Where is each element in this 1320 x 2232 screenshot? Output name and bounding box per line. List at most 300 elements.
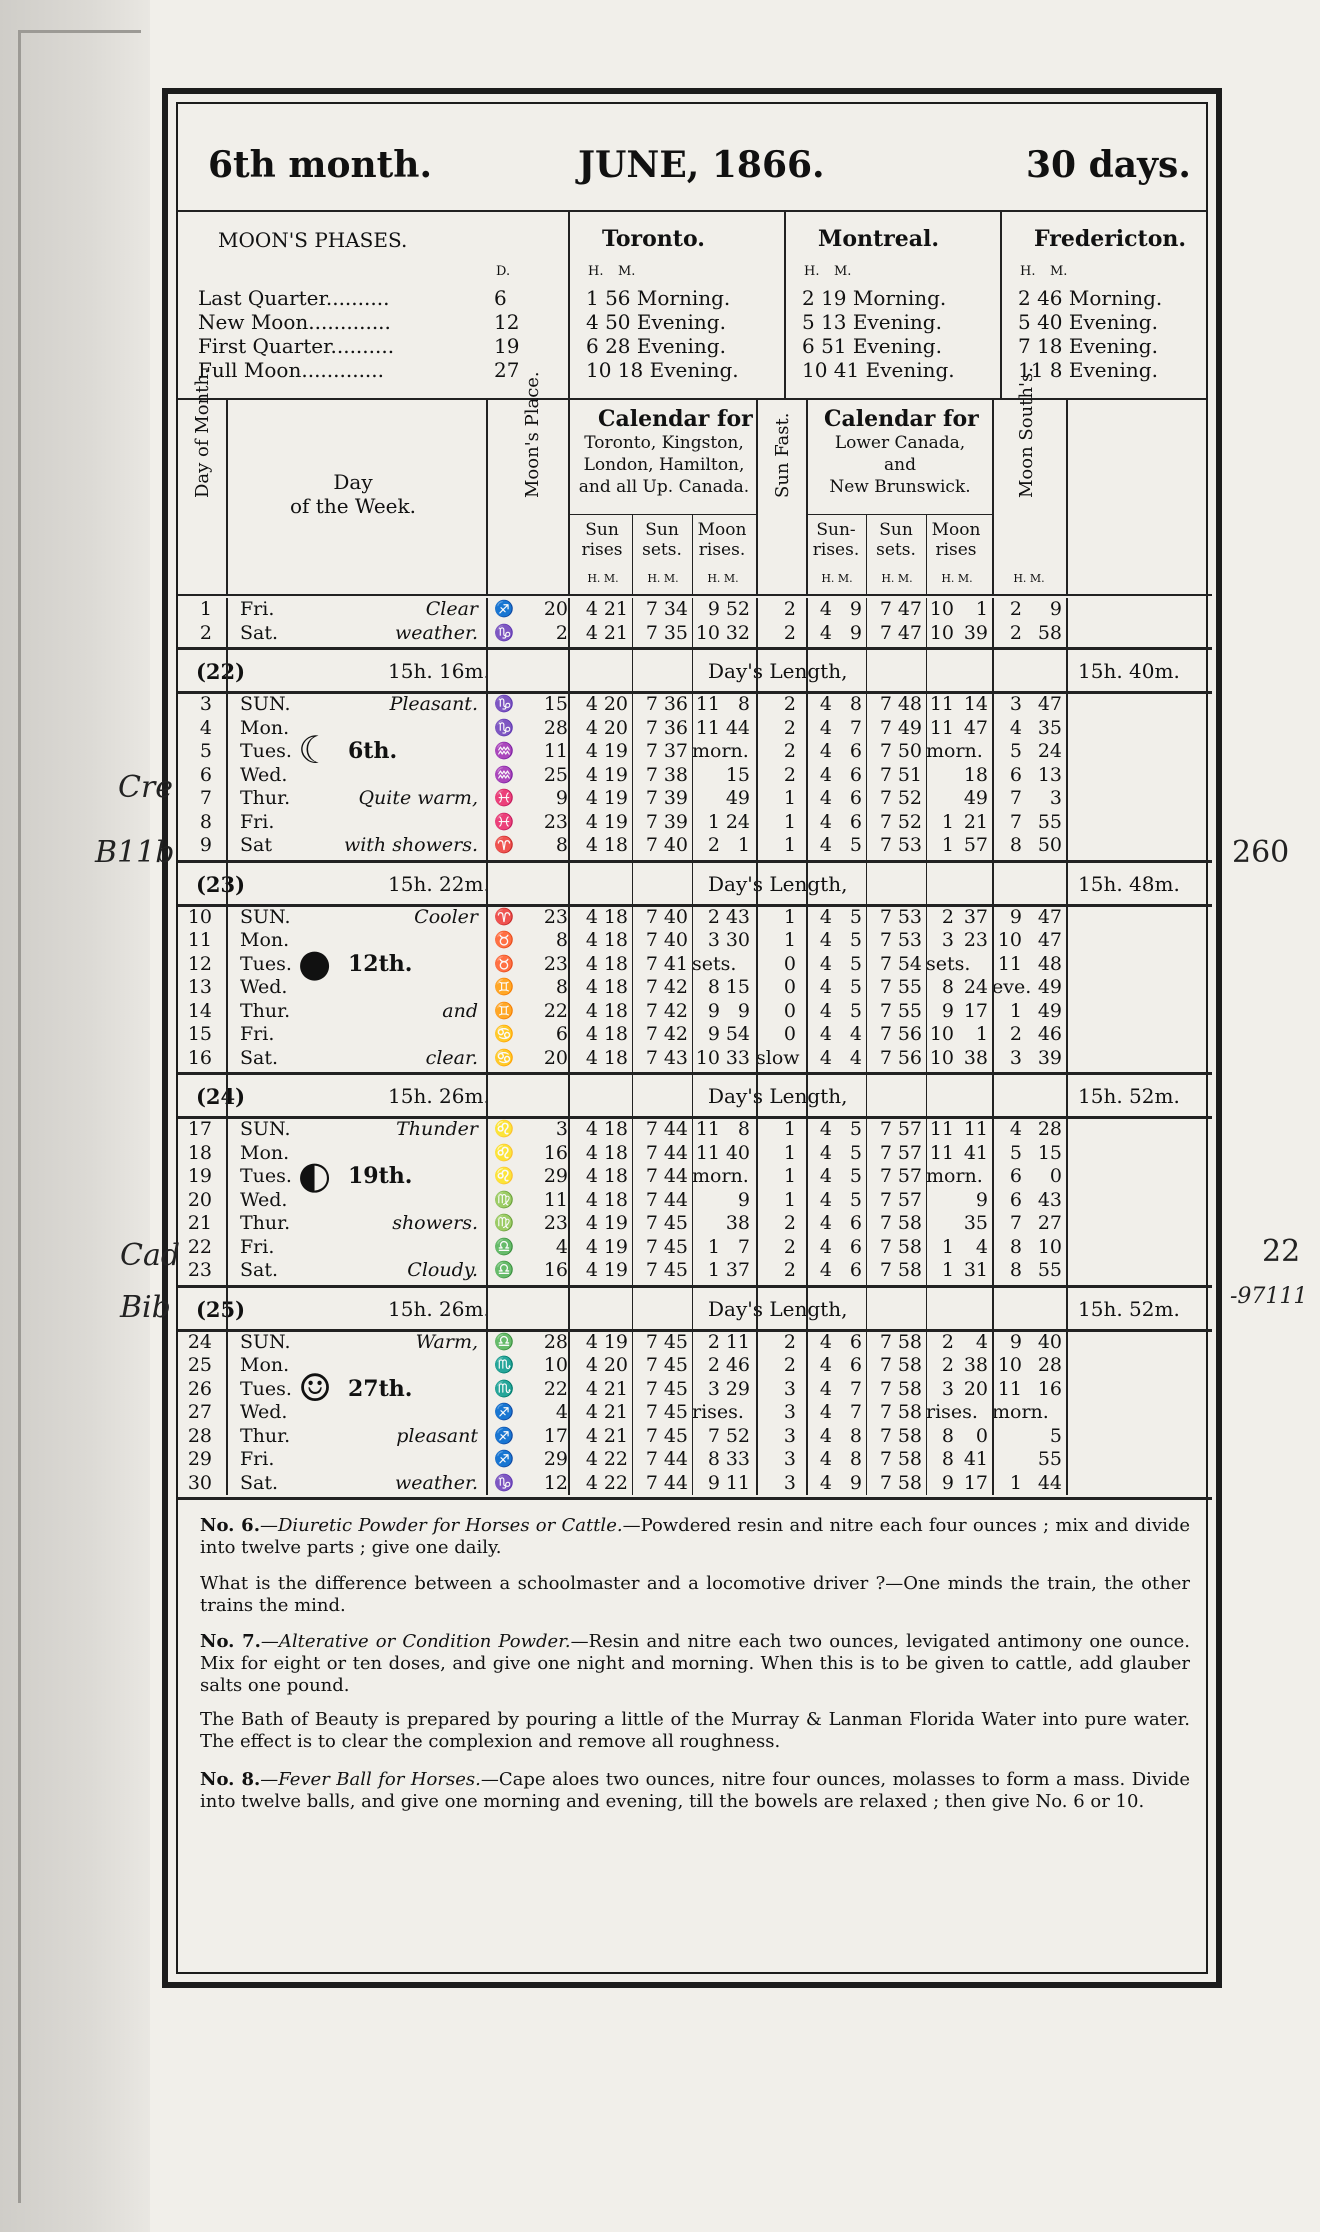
sun-fast-value: 3 bbox=[783, 1448, 796, 1470]
note-number: No. 7. bbox=[200, 1631, 261, 1652]
subhead-rule bbox=[806, 514, 992, 515]
cal2-value: 2 bbox=[941, 1330, 954, 1353]
weather-remark: Cloudy. bbox=[407, 1259, 478, 1281]
moon-place-value: 25 bbox=[543, 763, 568, 786]
sun-fast-value: 2 bbox=[783, 1235, 796, 1258]
note-paragraph bbox=[200, 1515, 1190, 1559]
cal1-value: 9 bbox=[737, 999, 750, 1022]
cal1-value: 42 bbox=[663, 1023, 688, 1045]
week-length-2: 15h. 52m. bbox=[1078, 1296, 1180, 1321]
moon-sign: ♎ bbox=[494, 1236, 514, 1256]
weather-remark: weather. bbox=[395, 1471, 478, 1494]
cal2-value: 11 bbox=[929, 716, 954, 739]
moon-sign: ♎ bbox=[494, 1331, 514, 1351]
moon-south-value: 35 bbox=[1037, 716, 1062, 739]
cal2-value: 1 bbox=[975, 598, 988, 620]
cal2-value: 4 bbox=[819, 905, 832, 928]
cal1-value: 4 bbox=[585, 1141, 598, 1164]
cal1-value: 45 bbox=[663, 1401, 688, 1423]
moon-place-value: 28 bbox=[543, 1330, 568, 1353]
day-of-month: 26 bbox=[187, 1377, 212, 1400]
cal2-value: 7 bbox=[879, 1330, 892, 1353]
week-length-1: 15h. 26m. bbox=[388, 1296, 490, 1321]
phase-name: First Quarter.......... bbox=[198, 334, 395, 358]
phase-day: 6 bbox=[494, 286, 507, 310]
moon-south-value: 8 bbox=[1009, 834, 1022, 856]
cal1-value: 39 bbox=[663, 787, 688, 809]
sun-fast-value: 2 bbox=[783, 1330, 796, 1353]
subcol-divider bbox=[926, 598, 927, 1495]
cal1-value: 10 bbox=[695, 1046, 720, 1069]
cal1-value: 8 bbox=[707, 1448, 720, 1470]
cal2-value: 20 bbox=[963, 1377, 988, 1400]
cal1-value: 4 bbox=[585, 1165, 598, 1187]
day-of-week: Fri. bbox=[240, 1448, 275, 1470]
moon-phase-remark: 19th. bbox=[348, 1163, 413, 1189]
sun-fast-value: 1 bbox=[783, 1118, 796, 1140]
cal1-value: 8 bbox=[707, 976, 720, 998]
cal2-value: 57 bbox=[963, 834, 988, 856]
cal1-value: 22 bbox=[603, 1448, 628, 1470]
cal2-value: 31 bbox=[963, 1259, 988, 1281]
almanac-inner bbox=[176, 102, 1208, 1974]
cal1-value: 4 bbox=[585, 1448, 598, 1470]
moon-south-value: 4 bbox=[1009, 716, 1022, 739]
cal2-title: Calendar for bbox=[824, 406, 979, 432]
cal2-value: 55 bbox=[897, 999, 922, 1022]
cal2-value: 9 bbox=[941, 1471, 954, 1494]
cal1-value: 36 bbox=[663, 716, 688, 739]
moon-south-value: 15 bbox=[1037, 1141, 1062, 1164]
moon-south-value: 58 bbox=[1037, 621, 1062, 644]
col-divider bbox=[486, 598, 488, 1495]
moon-sign: ♍ bbox=[494, 1189, 514, 1209]
day-of-month: 10 bbox=[187, 905, 212, 928]
moon-south-value: morn. bbox=[992, 1401, 1049, 1423]
sun-fast-value: 3 bbox=[783, 1471, 796, 1494]
col-divider bbox=[568, 400, 570, 596]
cal1-value: 4 bbox=[585, 999, 598, 1022]
sun-fast-value: 1 bbox=[783, 1165, 796, 1187]
cal2-value: 5 bbox=[849, 1165, 862, 1187]
sun-fast-value: 0 bbox=[783, 952, 796, 975]
cal1-value: 37 bbox=[725, 1259, 750, 1281]
week-length-label: Day's Length, bbox=[708, 1084, 848, 1108]
cal2-value: 4 bbox=[819, 1448, 832, 1470]
cal1-value: 19 bbox=[603, 740, 628, 762]
cal2-value: 8 bbox=[849, 693, 862, 715]
subcol-divider bbox=[692, 598, 693, 1495]
cal1-value: 15 bbox=[725, 763, 750, 786]
moon-place-value: 9 bbox=[555, 787, 568, 809]
cal2-value: 1 bbox=[941, 810, 954, 833]
moon-south-value: 6 bbox=[1009, 1188, 1022, 1211]
cal1-value: 7 bbox=[645, 740, 658, 762]
phases-h-label: H. bbox=[804, 264, 820, 279]
sun-fast-value: 0 bbox=[783, 976, 796, 998]
note-paragraph bbox=[200, 1709, 1190, 1753]
cal1-value: 18 bbox=[603, 1023, 628, 1045]
subcol-header-sun_rises: Sun rises bbox=[581, 520, 623, 560]
day-of-month: 12 bbox=[187, 952, 212, 975]
moon-south-value: 55 bbox=[1037, 1448, 1062, 1470]
cal1-value: morn. bbox=[692, 1165, 749, 1187]
cal2-value: 7 bbox=[879, 952, 892, 975]
cal1-value: 2 bbox=[707, 1354, 720, 1376]
cal1-value: 4 bbox=[585, 1023, 598, 1045]
cal2-value: 8 bbox=[941, 1424, 954, 1447]
col-divider bbox=[806, 598, 808, 1495]
cal1-value: 4 bbox=[585, 929, 598, 951]
cal1-value: 21 bbox=[603, 598, 628, 620]
moon-souths-header: Moon South's. bbox=[1016, 367, 1037, 498]
moon-south-value: 48 bbox=[1037, 952, 1062, 975]
cal2-value: 6 bbox=[849, 810, 862, 833]
cal2-value: 47 bbox=[897, 598, 922, 620]
hm-label: H. M. bbox=[1013, 572, 1045, 585]
moon-south-value: 47 bbox=[1037, 929, 1062, 951]
day-of-month: 16 bbox=[187, 1046, 212, 1069]
moon-sign: ♏ bbox=[494, 1378, 514, 1398]
day-of-week: Mon. bbox=[240, 716, 290, 739]
cal2-value: 4 bbox=[819, 1424, 832, 1447]
moon-south-value: 47 bbox=[1037, 693, 1062, 715]
note-title: —Fever Ball for Horses. bbox=[260, 1769, 481, 1790]
cal1-value: 18 bbox=[603, 929, 628, 951]
cal2-value: 4 bbox=[819, 1165, 832, 1187]
cal2-value: 53 bbox=[897, 834, 922, 856]
cal2-value: morn. bbox=[926, 1165, 983, 1187]
cal1-value: 45 bbox=[663, 1212, 688, 1234]
moon-south-value: 9 bbox=[1009, 905, 1022, 928]
cal1-value: 37 bbox=[663, 740, 688, 762]
sun-fast-value: 1 bbox=[783, 905, 796, 928]
moon-sign: ♑ bbox=[494, 1472, 514, 1492]
day-of-month: 6 bbox=[199, 763, 212, 786]
cal2-value: 57 bbox=[897, 1165, 922, 1187]
cal2-value: 6 bbox=[849, 763, 862, 786]
cal2-value: 51 bbox=[897, 763, 922, 786]
moon-south-value: 1 bbox=[1009, 999, 1022, 1022]
cal1-value: 18 bbox=[603, 1118, 628, 1140]
week-number: (22) bbox=[196, 659, 246, 684]
note-text: —Powdered resin and nitre each four ounces ; mix and divide into twelve parts ; give one daily. bbox=[200, 1515, 1191, 1558]
week-length-1: 15h. 26m. bbox=[388, 1084, 490, 1108]
phase-time: 6 28 Evening. bbox=[586, 334, 726, 358]
cal2-value: 7 bbox=[879, 1354, 892, 1376]
weather-remark: clear. bbox=[425, 1046, 478, 1069]
cal1-value: 18 bbox=[603, 952, 628, 975]
cal1-value: 11 bbox=[725, 1471, 750, 1494]
cal2-value: 7 bbox=[879, 834, 892, 856]
moon-sign: ♐ bbox=[494, 1425, 514, 1445]
day-of-month: 20 bbox=[187, 1188, 212, 1211]
moon-south-value: 6 bbox=[1009, 763, 1022, 786]
cal2-value: 4 bbox=[819, 716, 832, 739]
cal1-value: 41 bbox=[663, 952, 688, 975]
cal2-value: 4 bbox=[819, 1354, 832, 1376]
cal1-value: 4 bbox=[585, 976, 598, 998]
moon-place-value: 29 bbox=[543, 1165, 568, 1187]
subcol-divider bbox=[866, 598, 867, 1495]
cal1-value: 9 bbox=[737, 1188, 750, 1211]
cal2-value: 7 bbox=[879, 787, 892, 809]
moon-sign: ♑ bbox=[494, 694, 514, 713]
col-divider bbox=[226, 400, 228, 596]
sun-fast-value: 2 bbox=[783, 693, 796, 715]
col-divider bbox=[1066, 400, 1068, 596]
cal1-value: 1 bbox=[737, 834, 750, 856]
cal2-value: 4 bbox=[819, 810, 832, 833]
moon-place-value: 8 bbox=[555, 929, 568, 951]
moon-south-value: 3 bbox=[1009, 693, 1022, 715]
cal1-value: 45 bbox=[663, 1330, 688, 1353]
cal2-value: 4 bbox=[819, 693, 832, 715]
moon-south-value: eve. bbox=[992, 976, 1032, 998]
cal1-value: 43 bbox=[725, 905, 750, 928]
moon-place-value: 11 bbox=[543, 740, 568, 762]
cal2-value: 7 bbox=[879, 1118, 892, 1140]
day-of-month: 2 bbox=[199, 621, 212, 644]
cal2-value: 52 bbox=[897, 810, 922, 833]
sun-fast-value: slow bbox=[756, 1046, 800, 1069]
cal1-value: 45 bbox=[663, 1259, 688, 1281]
moon-south-value: 11 bbox=[997, 952, 1022, 975]
cal1-value: 11 bbox=[725, 1330, 750, 1353]
cal1-value: 19 bbox=[603, 1212, 628, 1234]
cal1-value: 46 bbox=[725, 1354, 750, 1376]
cal1-value: 40 bbox=[663, 834, 688, 856]
cal2-value: 38 bbox=[963, 1046, 988, 1069]
cal1-value: 19 bbox=[603, 1259, 628, 1281]
sun-fast-value: 2 bbox=[783, 716, 796, 739]
phases-divider bbox=[784, 212, 786, 398]
moon-place-value: 12 bbox=[543, 1471, 568, 1494]
cal2-value: 4 bbox=[819, 1188, 832, 1211]
moon-phase-icon: ● bbox=[298, 940, 332, 985]
day-of-month: 24 bbox=[187, 1330, 212, 1353]
cal2-value: 58 bbox=[897, 1235, 922, 1258]
moon-south-value: 4 bbox=[1009, 1118, 1022, 1140]
cal1-value: 19 bbox=[603, 1330, 628, 1353]
cal1-value: 7 bbox=[645, 787, 658, 809]
moon-south-value: 11 bbox=[997, 1377, 1022, 1400]
moon-sign: ♋ bbox=[494, 1047, 514, 1067]
cal2-value: 7 bbox=[879, 1235, 892, 1258]
day-of-week: Mon. bbox=[240, 1354, 290, 1376]
cal1-value: 4 bbox=[585, 693, 598, 715]
cal1-value: 4 bbox=[585, 763, 598, 786]
cal1-value: 1 bbox=[707, 810, 720, 833]
cal2-value: morn. bbox=[926, 740, 983, 762]
cal2-value: 1 bbox=[941, 1259, 954, 1281]
cal1-value: 44 bbox=[663, 1165, 688, 1187]
cal2-value: 57 bbox=[897, 1118, 922, 1140]
header-right: 30 days. bbox=[1026, 144, 1191, 186]
cal1-value: 38 bbox=[725, 1212, 750, 1234]
cal2-value: 58 bbox=[897, 1377, 922, 1400]
cal2-value: 53 bbox=[897, 929, 922, 951]
moon-sign: ♓ bbox=[494, 811, 514, 831]
cal1-value: 3 bbox=[707, 929, 720, 951]
moons-place-header: Moon's Place. bbox=[522, 371, 543, 498]
cal2-value: 5 bbox=[849, 929, 862, 951]
cal1-value: 52 bbox=[725, 1424, 750, 1447]
day-of-month: 27 bbox=[187, 1401, 212, 1423]
cal1-value: 44 bbox=[663, 1141, 688, 1164]
hm-label: H. M. bbox=[647, 572, 679, 585]
day-of-week: Thur. bbox=[240, 787, 291, 809]
moon-south-value: 3 bbox=[1049, 787, 1062, 809]
cal2-value: 6 bbox=[849, 1235, 862, 1258]
cal2-value: 58 bbox=[897, 1354, 922, 1376]
hm-label: H. M. bbox=[941, 572, 973, 585]
cal1-value: 7 bbox=[645, 1471, 658, 1494]
moon-place-value: 10 bbox=[543, 1354, 568, 1376]
day-of-month: 19 bbox=[187, 1165, 212, 1187]
cal2-value: 21 bbox=[963, 810, 988, 833]
moon-south-value: 16 bbox=[1037, 1377, 1062, 1400]
cal2-value: 17 bbox=[963, 1471, 988, 1494]
annotation-cad: Cad bbox=[120, 1238, 181, 1273]
cal1-value: 7 bbox=[645, 1424, 658, 1447]
week-rule bbox=[178, 1285, 1212, 1288]
cal2-value: 10 bbox=[929, 1023, 954, 1045]
note-title: —Alterative or Condition Powder. bbox=[260, 1631, 571, 1652]
cal1-value: 4 bbox=[585, 1354, 598, 1376]
cal1-value: 7 bbox=[645, 1259, 658, 1281]
cal1-value: 40 bbox=[663, 929, 688, 951]
moon-sign: ♌ bbox=[494, 1166, 514, 1185]
day-of-month: 22 bbox=[187, 1235, 212, 1258]
cal1-value: 4 bbox=[585, 787, 598, 809]
cal2-value: 6 bbox=[849, 1212, 862, 1234]
day-of-month: 25 bbox=[187, 1354, 212, 1376]
cal1-value: 54 bbox=[725, 1023, 750, 1045]
weather-remark: weather. bbox=[395, 621, 478, 644]
cal2-value: 38 bbox=[963, 1354, 988, 1376]
cal1-value: 7 bbox=[645, 1235, 658, 1258]
hm-label: H. M. bbox=[821, 572, 853, 585]
cal2-value: 4 bbox=[849, 1023, 862, 1045]
cal1-value: 4 bbox=[585, 810, 598, 833]
hm-label: H. M. bbox=[587, 572, 619, 585]
subcol-header-sun_sets2: Sun sets. bbox=[876, 520, 916, 560]
cal2-value: 58 bbox=[897, 1401, 922, 1423]
cal1-value: 20 bbox=[603, 1354, 628, 1376]
col-divider bbox=[992, 400, 994, 596]
cal1-value: 18 bbox=[603, 1188, 628, 1211]
moon-south-value: 1 bbox=[1009, 1471, 1022, 1494]
day-of-month: 28 bbox=[187, 1424, 212, 1447]
cal2-value: 7 bbox=[879, 1448, 892, 1470]
day-of-week: SUN. bbox=[240, 1330, 291, 1353]
cal2-value: 7 bbox=[879, 810, 892, 833]
week-number: (25) bbox=[196, 1296, 246, 1322]
weather-remark: Clear bbox=[425, 598, 478, 620]
cal2-value: 39 bbox=[963, 621, 988, 644]
sun-fast-value: 0 bbox=[783, 1023, 796, 1045]
week-rule bbox=[178, 647, 1212, 650]
cal2-value: 4 bbox=[819, 1118, 832, 1140]
cal2-value: 7 bbox=[879, 1141, 892, 1164]
cal2-value: 55 bbox=[897, 976, 922, 998]
cal1-value: 21 bbox=[603, 1377, 628, 1400]
subcol-header-sun_sets: Sun sets. bbox=[642, 520, 682, 560]
cal1-value: 33 bbox=[725, 1046, 750, 1069]
moon-south-value: 7 bbox=[1009, 787, 1022, 809]
cal2-value: 7 bbox=[879, 999, 892, 1022]
week-number: (24) bbox=[196, 1084, 246, 1109]
cal1-value: 20 bbox=[603, 716, 628, 739]
moon-place-value: 20 bbox=[543, 598, 568, 620]
cal1-value: 44 bbox=[725, 716, 750, 739]
cal1-value: 35 bbox=[663, 621, 688, 644]
day-of-week: Wed. bbox=[240, 1188, 288, 1211]
cal2-value: 8 bbox=[941, 1448, 954, 1470]
weather-remark: pleasant bbox=[396, 1424, 478, 1447]
moon-place-value: 2 bbox=[555, 621, 568, 644]
cal2-value: 14 bbox=[963, 693, 988, 715]
cal1-value: 18 bbox=[603, 999, 628, 1022]
moon-south-value: 6 bbox=[1009, 1165, 1022, 1187]
cal2-value: 7 bbox=[879, 976, 892, 998]
cal2-value: 7 bbox=[879, 929, 892, 951]
cal2-value: 4 bbox=[975, 1235, 988, 1258]
cal2-value: 4 bbox=[819, 787, 832, 809]
cal2-value: 9 bbox=[975, 1188, 988, 1211]
cal1-value: 7 bbox=[737, 1235, 750, 1258]
cal1-value: sets. bbox=[692, 952, 737, 975]
hm-label: H. M. bbox=[881, 572, 913, 585]
cal2-value: 6 bbox=[849, 740, 862, 762]
cal2-value: 2 bbox=[941, 1354, 954, 1376]
table-bottom-rule bbox=[178, 1497, 1212, 1500]
moon-south-value: 13 bbox=[1037, 763, 1062, 786]
cal2-value: 3 bbox=[941, 929, 954, 951]
day-of-month: 9 bbox=[199, 834, 212, 856]
day-of-week: Wed. bbox=[240, 1401, 288, 1423]
moon-sign: ♐ bbox=[494, 1449, 514, 1468]
moon-south-value: 9 bbox=[1009, 1330, 1022, 1353]
cal2-value: 4 bbox=[819, 1212, 832, 1234]
phase-time: 6 51 Evening. bbox=[802, 334, 942, 358]
cal1-value: 7 bbox=[645, 1165, 658, 1187]
moon-south-value: 3 bbox=[1009, 1046, 1022, 1069]
cal1-value: 45 bbox=[663, 1354, 688, 1376]
moon-south-value: 10 bbox=[1037, 1235, 1062, 1258]
moon-south-value: 49 bbox=[1037, 999, 1062, 1022]
col-divider bbox=[756, 400, 758, 596]
cal2-value: 11 bbox=[963, 1118, 988, 1140]
cal1-value: 21 bbox=[603, 621, 628, 644]
cal2-value: 4 bbox=[819, 1235, 832, 1258]
cal1-value: 7 bbox=[645, 621, 658, 644]
note-title: —Diuretic Powder for Horses or Cattle. bbox=[259, 1515, 623, 1536]
moon-sign: ♈ bbox=[494, 906, 514, 926]
cal2-value: 7 bbox=[849, 1377, 862, 1400]
cal1-value: 7 bbox=[645, 598, 658, 620]
note-text: —Cape aloes two ounces, nitre four ounces, molasses to form a mass. Divide into twelve balls, and give one morning and evening, till the bowels are relaxed ; then give No. 6 or 10. bbox=[200, 1769, 1191, 1812]
cal1-value: 7 bbox=[645, 716, 658, 739]
week-length-label: Day's Length, bbox=[708, 659, 848, 683]
moon-place-value: 23 bbox=[543, 810, 568, 833]
almanac-frame bbox=[162, 88, 1222, 1988]
day-of-month: 1 bbox=[199, 598, 212, 620]
cal1-value: 9 bbox=[707, 1023, 720, 1045]
phase-name: New Moon............. bbox=[198, 310, 391, 334]
note-paragraph bbox=[200, 1631, 1190, 1697]
